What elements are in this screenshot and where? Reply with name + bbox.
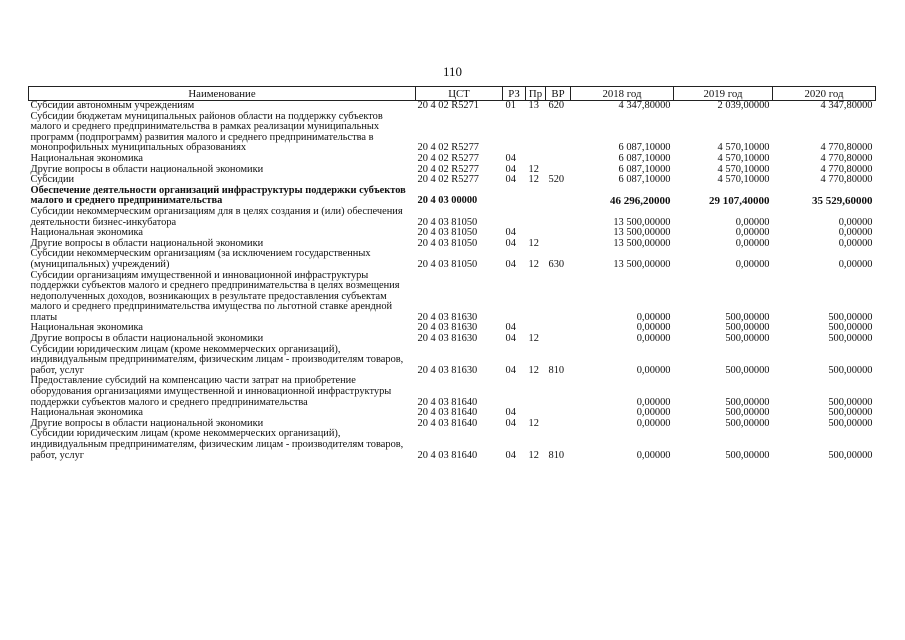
- row-value-2019: 4 570,10000: [717, 175, 770, 186]
- row-name: Другие вопросы в области национальной экономики: [30, 333, 264, 345]
- row-cst: 20 4 03 81640: [417, 396, 478, 408]
- row-value-2018: 13 500,00000: [613, 228, 671, 239]
- row-vr: 620: [548, 100, 565, 111]
- row-value-2020: 500,00000: [828, 418, 873, 429]
- table-row: [29, 165, 876, 176]
- row-value-2019: 4 570,10000: [717, 164, 770, 175]
- row-name: Субсидии бюджетам муниципальных районов области на поддержку субъектов малого и среднего предпринимательства в рамках реализации муниципальных программ (подпрограмм) развития малого и среднего предпринимательства в монопрофильных муниципальных образованиях: [30, 110, 383, 154]
- row-value-2018: 6 087,10000: [618, 142, 671, 154]
- header-cst: ЦСТ: [416, 87, 503, 101]
- table-row: [29, 249, 876, 270]
- row-rz: 04: [505, 258, 516, 270]
- row-cst: 20 4 03 81630: [417, 311, 478, 323]
- header-2019: 2019 год: [674, 87, 773, 101]
- row-value-2019: 0,00000: [735, 228, 770, 239]
- row-value-2018: 6 087,10000: [618, 175, 671, 186]
- row-name: Субсидии автономным учреждениям: [30, 100, 195, 111]
- row-vr: [546, 112, 571, 154]
- row-vr: 810: [548, 364, 565, 376]
- row-rz: 01: [505, 100, 516, 111]
- row-value-2019: 500,00000: [725, 334, 770, 345]
- row-value-2020: 4 770,80000: [820, 142, 873, 154]
- table-row: [29, 207, 876, 228]
- row-value-2019: 2 039,00000: [717, 100, 770, 111]
- row-name: Национальная экономика: [30, 322, 144, 334]
- row-pr: 12: [528, 334, 539, 345]
- row-value-2020: 4 347,80000: [820, 100, 873, 111]
- table-row: [29, 429, 876, 461]
- row-vr: [546, 228, 571, 239]
- table-row: [29, 271, 876, 324]
- row-rz: 04: [505, 323, 516, 334]
- row-cst: 20 4 03 81050: [417, 238, 478, 249]
- row-pr: 12: [528, 364, 539, 376]
- row-cst: 20 4 02 R5277: [417, 175, 479, 186]
- row-value-2020: 500,00000: [828, 396, 873, 408]
- row-value-2020: 0,00000: [838, 228, 873, 239]
- row-cst: 20 4 02 R5277: [417, 164, 479, 175]
- row-name: Другие вопросы в области национальной экономики: [30, 163, 264, 175]
- row-cst: 20 4 03 00000: [417, 195, 478, 207]
- row-cst: 20 4 02 R5277: [417, 142, 479, 154]
- row-cst: 20 4 03 81630: [417, 364, 478, 376]
- row-cst: 20 4 03 81630: [417, 323, 478, 334]
- row-rz: 04: [505, 408, 516, 419]
- row-value-2018: 0,00000: [636, 334, 671, 345]
- row-pr: [526, 154, 546, 165]
- row-value-2018: 13 500,00000: [613, 216, 671, 228]
- row-vr: [546, 419, 571, 430]
- row-vr: 810: [548, 449, 565, 461]
- row-value-2020: 500,00000: [828, 334, 873, 345]
- row-pr: 13: [528, 100, 539, 111]
- row-rz: 04: [505, 334, 516, 345]
- row-name: Субсидии юридическим лицам (кроме некоммерческих организаций), индивидуальным предпринимателям, физическим лицам - производителям товаров, работ, услуг: [30, 428, 404, 461]
- row-rz: 04: [505, 418, 516, 429]
- row-value-2020: 500,00000: [828, 323, 873, 334]
- header-vr: ВР: [546, 87, 571, 101]
- row-pr: [526, 228, 546, 239]
- row-value-2018: 0,00000: [636, 418, 671, 429]
- row-name: Субсидии некоммерческим организациям (за исключением государственных (муниципальных) учреждений): [30, 248, 371, 270]
- row-cst: 20 4 02 R5271: [417, 100, 479, 111]
- row-pr: 12: [528, 449, 539, 461]
- row-value-2019: 4 570,10000: [717, 153, 770, 164]
- row-rz: 04: [505, 164, 516, 175]
- row-pr: [526, 323, 546, 334]
- row-value-2019: 29 107,40000: [709, 195, 770, 207]
- table-row: [29, 112, 876, 154]
- budget-table: [28, 86, 876, 461]
- table-header-row: [29, 87, 876, 101]
- row-rz: [503, 186, 526, 207]
- row-vr: [546, 408, 571, 419]
- row-value-2020: 4 770,80000: [820, 153, 873, 164]
- row-pr: 12: [528, 238, 539, 249]
- table-row: [29, 154, 876, 165]
- row-value-2019: 0,00000: [735, 258, 770, 270]
- row-value-2018: 0,00000: [636, 311, 671, 323]
- header-rz: РЗ: [503, 87, 526, 101]
- row-cst: 20 4 03 81640: [417, 449, 478, 461]
- row-pr: [526, 207, 546, 228]
- row-pr: [526, 408, 546, 419]
- row-value-2018: 46 296,20000: [610, 195, 671, 207]
- row-rz: 04: [505, 228, 516, 239]
- row-value-2018: 13 500,00000: [613, 238, 671, 249]
- row-vr: [546, 154, 571, 165]
- row-rz: [503, 112, 526, 154]
- row-name: Субсидии: [30, 174, 75, 186]
- row-value-2020: 500,00000: [828, 408, 873, 419]
- row-name: Национальная экономика: [30, 227, 144, 239]
- row-cst: 20 4 03 81050: [417, 258, 478, 270]
- row-value-2019: 500,00000: [725, 418, 770, 429]
- row-value-2020: 500,00000: [828, 449, 873, 461]
- header-pr: Пр: [526, 87, 546, 101]
- row-name: Субсидии юридическим лицам (кроме некоммерческих организаций), индивидуальным предпринимателям, физическим лицам - производителям товаров, работ, услуг: [30, 343, 404, 376]
- row-name: Субсидии организациям имущественной и инновационной инфраструктуры поддержки субъектов малого и среднего предпринимательства в целях возмещения недополученных доходов, возникающих в результате предоставления субъектам малого и среднего предпринимательства имущества по льготной ставке арендной платы: [30, 269, 400, 323]
- row-pr: 12: [528, 164, 539, 175]
- row-value-2018: 4 347,80000: [618, 100, 671, 111]
- row-cst: 20 4 03 81630: [417, 334, 478, 345]
- row-cst: 20 4 02 R5277: [417, 153, 479, 164]
- row-name: Национальная экономика: [30, 152, 144, 164]
- row-name: Субсидии некоммерческим организациям для в целях создания и (или) обеспечения деятельности бизнес-инкубатора: [30, 205, 403, 228]
- row-name: Предоставление субсидий на компенсацию части затрат на приобретение оборудования организациями имущественной и инновационной инфраструктуры поддержки субъектов малого и среднего предпринимательства: [30, 375, 392, 408]
- header-2020: 2020 год: [773, 87, 876, 101]
- row-cst: 20 4 03 81640: [417, 408, 478, 419]
- row-value-2020: 0,00000: [838, 258, 873, 270]
- row-value-2019: 500,00000: [725, 449, 770, 461]
- row-rz: 04: [505, 153, 516, 164]
- row-vr: [546, 239, 571, 250]
- row-value-2019: 500,00000: [725, 408, 770, 419]
- row-value-2019: 500,00000: [725, 364, 770, 376]
- row-value-2019: 500,00000: [725, 311, 770, 323]
- row-name: Национальная экономика: [30, 407, 144, 419]
- row-value-2018: 13 500,00000: [613, 258, 671, 270]
- row-pr: 12: [528, 418, 539, 429]
- row-value-2020: 500,00000: [828, 364, 873, 376]
- table-row: [29, 345, 876, 377]
- row-value-2020: 35 529,60000: [812, 195, 873, 207]
- row-value-2018: 0,00000: [636, 396, 671, 408]
- row-rz: [503, 271, 526, 324]
- row-pr: [526, 376, 546, 408]
- header-name: Наименование: [29, 87, 416, 101]
- row-pr: [526, 271, 546, 324]
- row-vr: 520: [548, 175, 565, 186]
- row-rz: [503, 376, 526, 408]
- row-value-2018: 0,00000: [636, 364, 671, 376]
- row-value-2018: 0,00000: [636, 449, 671, 461]
- row-vr: [546, 271, 571, 324]
- row-value-2019: 0,00000: [735, 216, 770, 228]
- row-value-2020: 4 770,80000: [820, 175, 873, 186]
- row-name: Другие вопросы в области национальной экономики: [30, 417, 264, 429]
- row-value-2020: 500,00000: [828, 311, 873, 323]
- row-cst: 20 4 03 81640: [417, 418, 478, 429]
- table-body: [29, 101, 876, 462]
- row-value-2019: 500,00000: [725, 323, 770, 334]
- row-rz: 04: [505, 175, 516, 186]
- row-cst: 20 4 03 81050: [417, 216, 478, 228]
- row-value-2019: 0,00000: [735, 238, 770, 249]
- row-vr: [546, 334, 571, 345]
- row-name: Обеспечение деятельности организаций инфраструктуры поддержки субъектов малого и среднего предпринимательства: [30, 184, 406, 207]
- row-rz: 04: [505, 449, 516, 461]
- row-vr: [546, 376, 571, 408]
- table-row: [29, 376, 876, 408]
- row-value-2018: 6 087,10000: [618, 153, 671, 164]
- row-value-2018: 0,00000: [636, 408, 671, 419]
- table-row: [29, 186, 876, 207]
- row-value-2019: 500,00000: [725, 396, 770, 408]
- row-rz: 04: [505, 364, 516, 376]
- row-rz: [503, 207, 526, 228]
- row-cst: 20 4 03 81050: [417, 228, 478, 239]
- row-pr: 12: [528, 258, 539, 270]
- row-pr: [526, 112, 546, 154]
- row-value-2020: 0,00000: [838, 238, 873, 249]
- header-2018: 2018 год: [571, 87, 674, 101]
- row-vr: [546, 323, 571, 334]
- row-value-2019: 4 570,10000: [717, 142, 770, 154]
- row-vr: [546, 186, 571, 207]
- row-value-2020: 0,00000: [838, 216, 873, 228]
- row-rz: 04: [505, 238, 516, 249]
- row-name: Другие вопросы в области национальной экономики: [30, 237, 264, 249]
- row-value-2018: 6 087,10000: [618, 164, 671, 175]
- row-vr: [546, 165, 571, 176]
- row-pr: [526, 186, 546, 207]
- table-row: [29, 101, 876, 112]
- row-vr: [546, 207, 571, 228]
- row-value-2018: 0,00000: [636, 323, 671, 334]
- row-value-2020: 4 770,80000: [820, 164, 873, 175]
- row-pr: 12: [528, 175, 539, 186]
- row-vr: 630: [548, 258, 565, 270]
- page-number: 110: [442, 64, 463, 79]
